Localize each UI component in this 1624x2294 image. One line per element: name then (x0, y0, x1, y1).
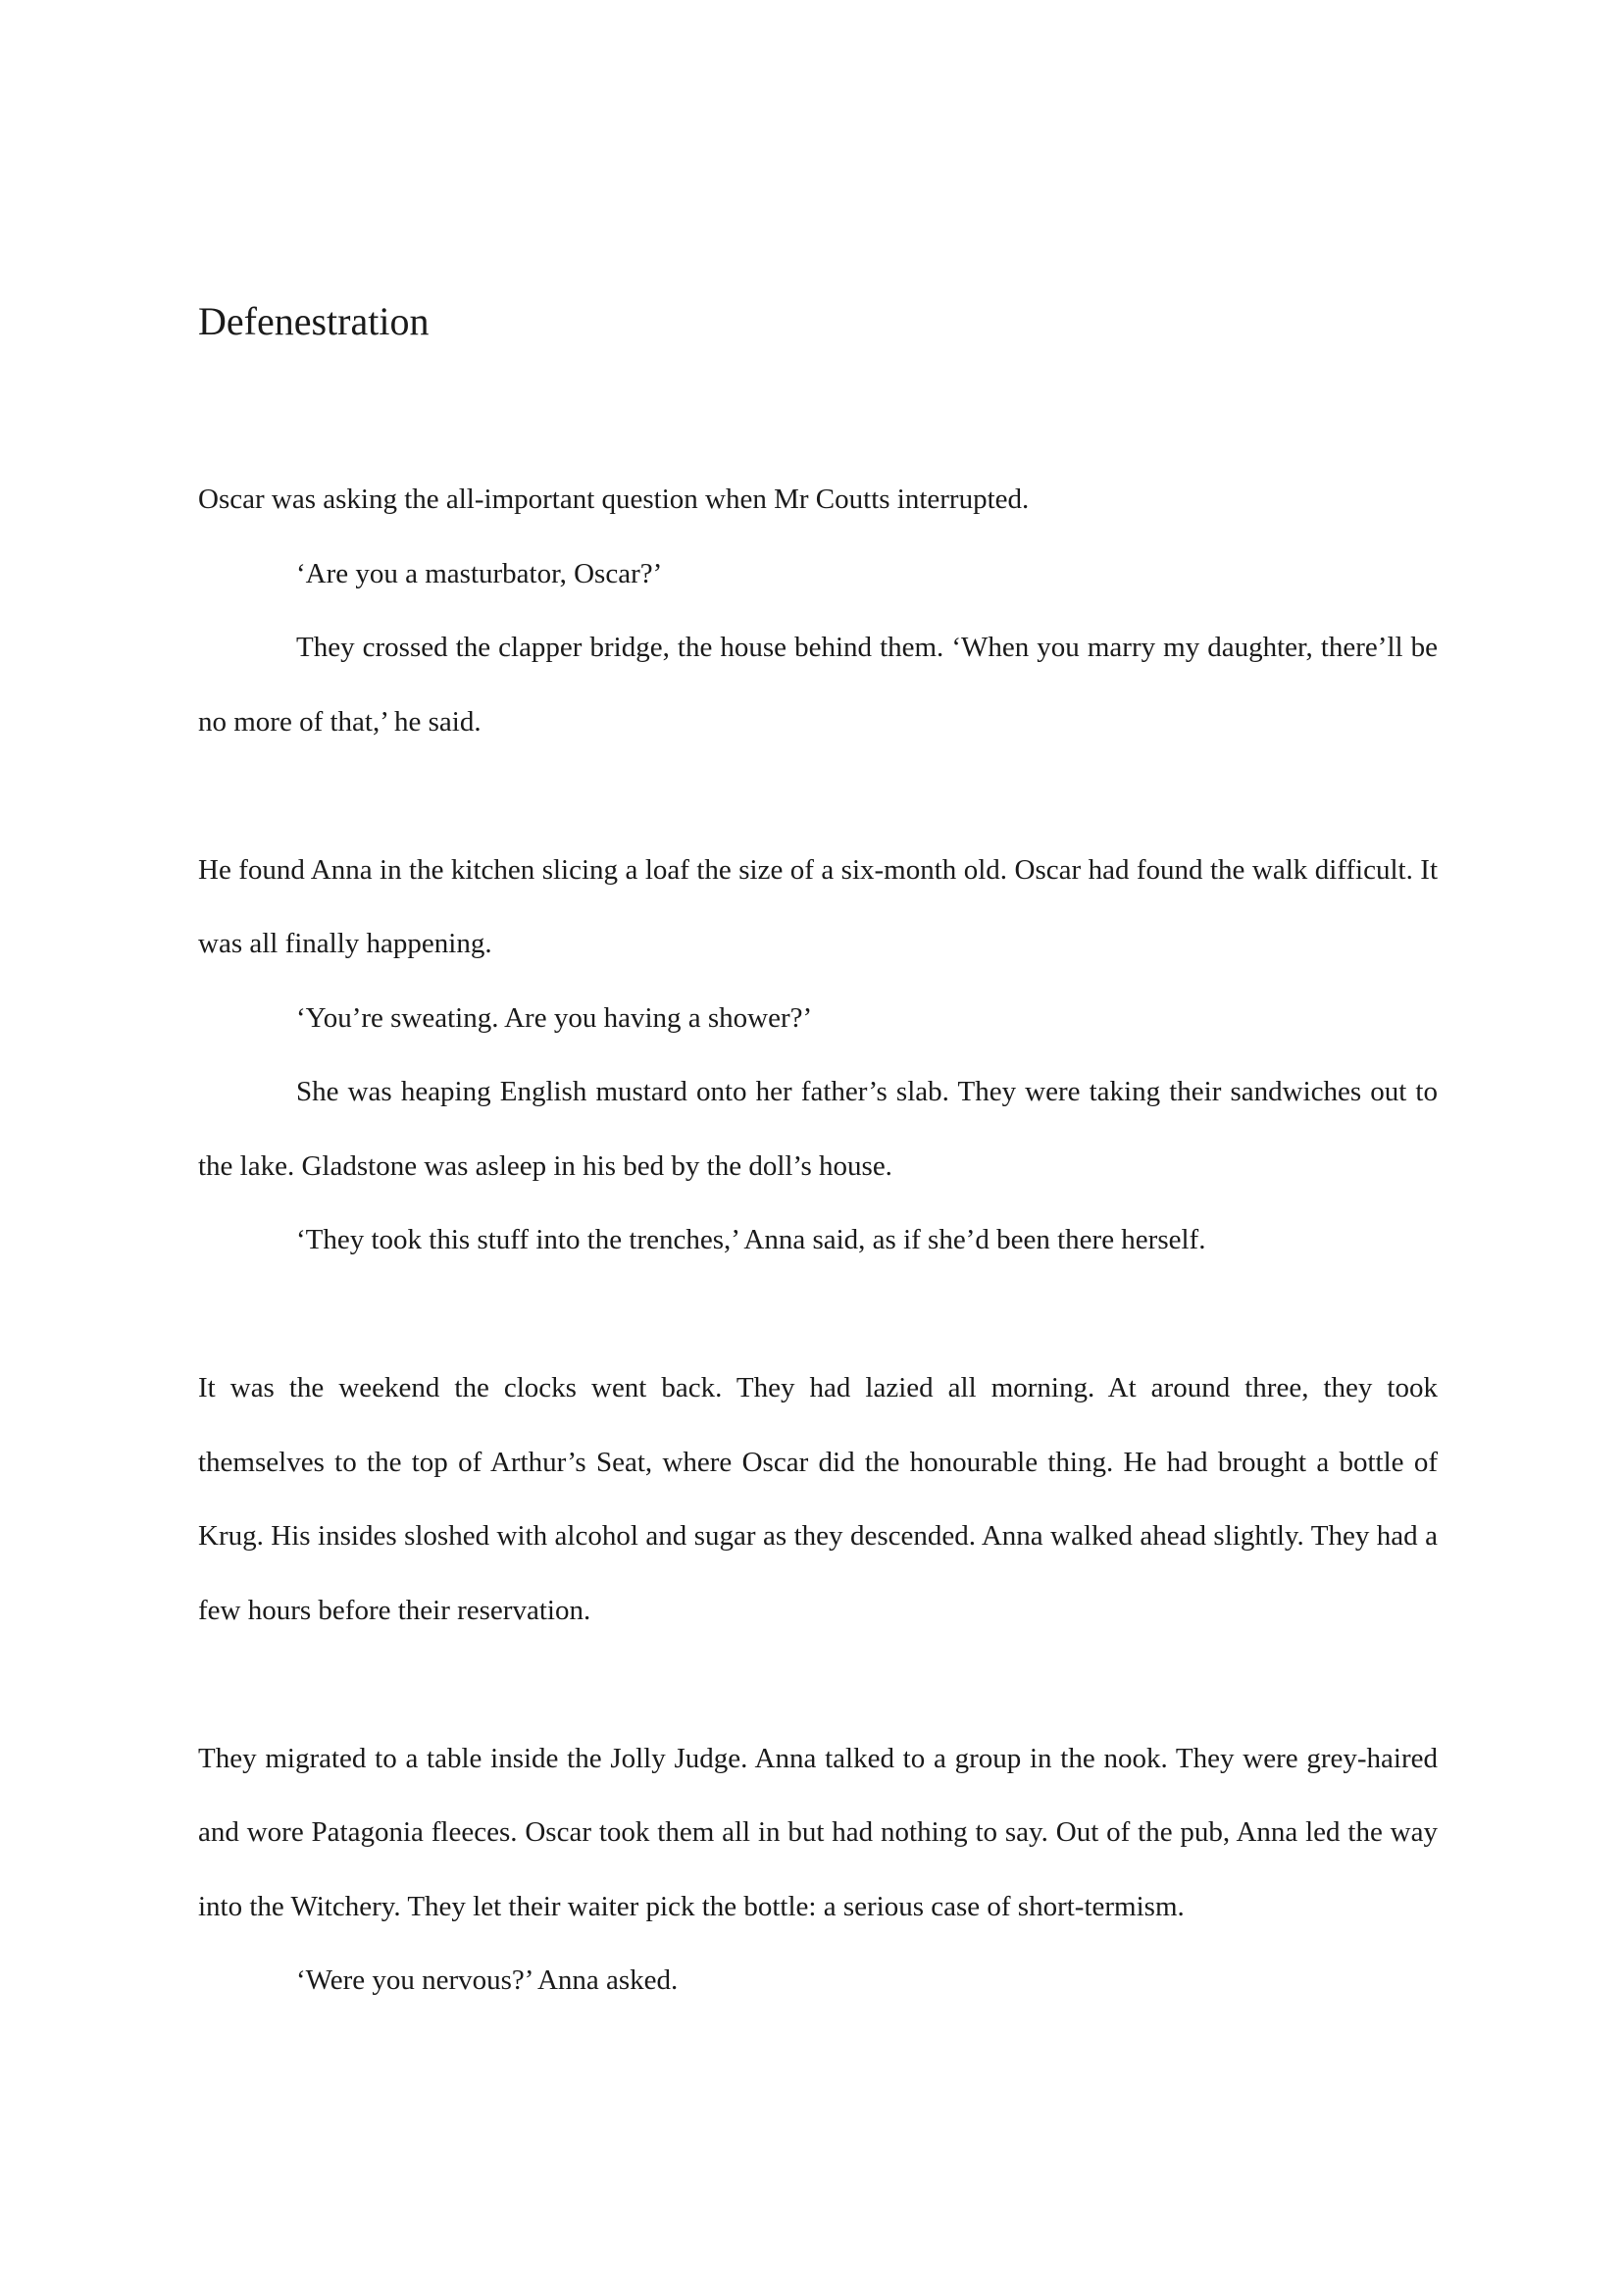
paragraph: ‘Are you a masturbator, Oscar?’ (296, 557, 663, 589)
paragraph: It was the weekend the clocks went back. They had lazied all morning. At around three, they took themselves to the top of Arthur’s Seat, where Oscar did the honourable thing. He had brought a bottle of Krug. His insides sloshed with alcohol and sugar as they descended. Anna walked ahead slightly. They had a few hours before their reservation. (198, 1372, 1438, 1626)
paragraph: They migrated to a table inside the Jolly Judge. Anna talked to a group in the nook. They were grey-haired and wore Patagonia fleeces. Oscar took them all in but had nothing to say. Out of the pub, Anna led the way into the Witchery. They let their waiter pick the bottle: a serious case of short-termism. (198, 1742, 1438, 1922)
paragraph: ‘Were you nervous?’ Anna asked. (296, 1964, 679, 1996)
document-body (198, 463, 1438, 2018)
document-title: Defenestration (198, 299, 430, 343)
paragraph: Oscar was asking the all-important question when Mr Coutts interrupted. (198, 484, 1030, 515)
paragraph: They crossed the clapper bridge, the house behind them. ‘When you marry my daughter, there’ll be no more of that,’ he said. (198, 632, 1438, 738)
paragraph: ‘They took this stuff into the trenches,’ Anna said, as if she’d been there herself. (296, 1224, 1206, 1255)
paragraph: ‘You’re sweating. Are you having a shower?’ (296, 1001, 813, 1034)
paragraph: She was heaping English mustard onto her father’s slab. They were taking their sandwiches out to the lake. Gladstone was asleep in his bed by the doll’s house. (198, 1076, 1438, 1182)
paragraph: He found Anna in the kitchen slicing a loaf the size of a six-month old. Oscar had found the walk difficult. It was all finally happening. (198, 853, 1438, 959)
